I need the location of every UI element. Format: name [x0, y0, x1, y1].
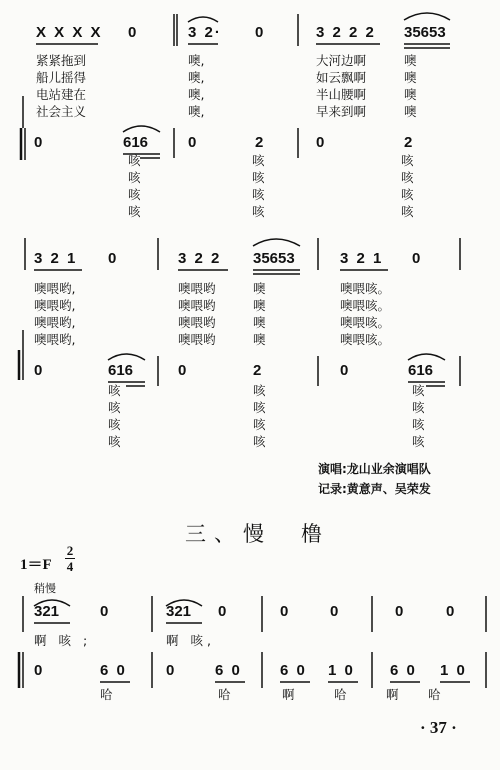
lyric: 哈	[334, 687, 347, 702]
lyric: 大河边啊	[316, 53, 367, 68]
lyric: 咳	[128, 170, 141, 185]
lyric: 噢喂哟,	[34, 332, 76, 347]
lyric: 咳	[128, 187, 141, 202]
lyric: 噢喂咳。	[340, 315, 391, 330]
note: 0	[395, 603, 406, 620]
lyric: 噢	[253, 315, 266, 330]
lyric: 咳	[252, 153, 265, 168]
key-signature: 1＝F	[20, 557, 52, 573]
note: 321	[166, 603, 192, 620]
note: 1 0	[328, 662, 355, 679]
note: 616	[123, 134, 149, 151]
note: 0	[34, 134, 45, 151]
time-numerator: 2	[66, 543, 74, 558]
lyric: 噢喂咳。	[340, 281, 391, 296]
lyric: 咳	[401, 187, 414, 202]
slur	[166, 600, 202, 606]
singer-credit: 演唱:龙山业余演唱队	[318, 462, 431, 476]
lyric: 如云飘啊	[316, 70, 367, 85]
note: 0	[316, 134, 327, 151]
note: 616	[108, 362, 134, 379]
lyric: 哈	[100, 687, 113, 702]
page-number: · 37 ·	[420, 718, 457, 737]
lyric: 噢	[404, 53, 417, 68]
lyric: 电站建在	[36, 87, 87, 102]
note: X X X X	[36, 24, 103, 41]
note: 35653	[253, 250, 295, 267]
lyric: 噢	[404, 104, 417, 119]
note: 321	[34, 603, 60, 620]
lyric: 噢,	[188, 104, 205, 119]
slur	[123, 126, 160, 132]
lyric: 咳	[401, 204, 414, 219]
note: 0	[188, 134, 199, 151]
lyric: 噢喂哟,	[34, 298, 76, 313]
lyric: 早来到啊	[316, 104, 367, 119]
note: 3 2·	[188, 24, 222, 41]
note: 35653	[404, 24, 446, 41]
tempo-mark: 稍慢	[34, 582, 56, 595]
lyric: 啊	[282, 687, 295, 702]
lyric: 咳	[412, 383, 425, 398]
note: 0	[218, 603, 229, 620]
lyric: 噢喂咳。	[340, 298, 391, 313]
slur	[404, 13, 450, 20]
lyric: 咳	[412, 417, 425, 432]
note: 0	[178, 362, 189, 379]
lyric: 咳	[128, 153, 141, 168]
lyric: 噢喂哟	[178, 315, 216, 330]
lyric: 咳	[412, 400, 425, 415]
lyric: 半山腰啊	[316, 87, 367, 102]
lyric: 咳	[253, 434, 266, 449]
lyric: 噢,	[188, 87, 205, 102]
lyric: 咳	[401, 153, 414, 168]
lyric: 咳	[108, 400, 121, 415]
lyric: 咳	[108, 383, 121, 398]
lyric: 哈	[218, 687, 231, 702]
note: 0	[100, 603, 111, 620]
lyric: 啊 咳,	[166, 633, 215, 648]
lyric: 咳	[253, 417, 266, 432]
song-title: 三、慢 橹	[185, 522, 330, 546]
note: 6 0	[390, 662, 417, 679]
lyric: 噢喂哟,	[34, 315, 76, 330]
lyric: 噢,	[188, 70, 205, 85]
lyric: 咳	[253, 383, 266, 398]
lyric: 噢喂咳。	[340, 332, 391, 347]
slur	[34, 600, 70, 606]
note: 2	[255, 134, 266, 151]
lyric: 啊 咳 ;	[34, 633, 92, 648]
lyric: 噢	[404, 87, 417, 102]
lyric: 紧紧拖到	[36, 53, 87, 68]
lyric: 咳	[401, 170, 414, 185]
lyric: 噢	[253, 332, 266, 347]
lyric: 船儿摇得	[36, 70, 87, 85]
note: 0	[34, 662, 45, 679]
slur	[253, 239, 300, 246]
lyric: 啊	[386, 687, 399, 702]
lyric: 社会主义	[36, 104, 87, 119]
lyric: 噢喂哟	[178, 281, 216, 296]
note: 3 2 2	[178, 250, 222, 267]
note: 6 0	[100, 662, 127, 679]
note: 3 2 1	[34, 250, 78, 267]
lyric: 噢	[253, 298, 266, 313]
note: 0	[128, 24, 139, 41]
lyric: 咳	[412, 434, 425, 449]
lyric: 咳	[252, 170, 265, 185]
note: 6 0	[280, 662, 307, 679]
note: 6 0	[215, 662, 242, 679]
slur	[108, 354, 145, 360]
note: 0	[280, 603, 291, 620]
lyric: 哈	[428, 687, 441, 702]
time-denominator: 4	[66, 559, 74, 574]
lyric: 咳	[252, 187, 265, 202]
lyric: 噢	[253, 281, 266, 296]
note: 0	[340, 362, 351, 379]
note: 1 0	[440, 662, 467, 679]
lyric: 咳	[128, 204, 141, 219]
note: 0	[330, 603, 341, 620]
lyric: 噢喂哟,	[34, 281, 76, 296]
note: 0	[255, 24, 266, 41]
note: 616	[408, 362, 434, 379]
lyric: 噢	[404, 70, 417, 85]
lyric: 咳	[253, 400, 266, 415]
lyric: 咳	[108, 434, 121, 449]
lyric: 噢喂哟	[178, 332, 216, 347]
note: 3 2 2 2	[316, 24, 376, 41]
note: 0	[412, 250, 423, 267]
slur	[408, 354, 445, 360]
note: 2	[404, 134, 415, 151]
note: 0	[446, 603, 457, 620]
note: 0	[108, 250, 119, 267]
lyric: 噢,	[188, 53, 205, 68]
note: 3 2 1	[340, 250, 384, 267]
note: 2	[253, 362, 264, 379]
note: 0	[166, 662, 177, 679]
slur	[188, 17, 218, 22]
note: 0	[34, 362, 45, 379]
recorder-credit: 记录:黄意声、吴荣发	[318, 482, 431, 496]
lyric: 咳	[108, 417, 121, 432]
lyric: 咳	[252, 204, 265, 219]
lyric: 噢喂哟	[178, 298, 216, 313]
